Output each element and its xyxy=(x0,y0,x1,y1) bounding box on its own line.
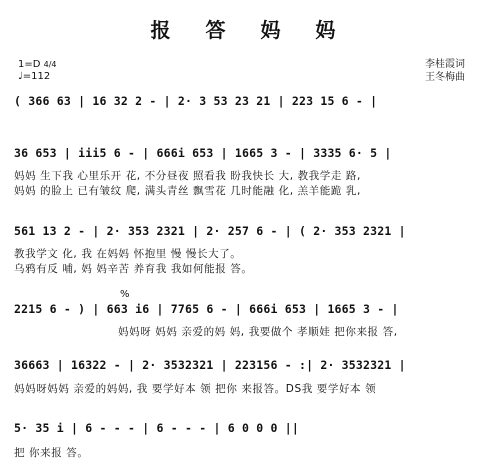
score-row-5-lyric: 妈妈呀妈妈 亲爱的妈妈, 我 要学好本 领 把你 来报答。DS我 要学好本 领 xyxy=(14,383,377,395)
score-row-3-notes: 561 13 2 - | 2· 353 2321 | 2· 257 6 - | ( 2· 353 2321 | xyxy=(14,224,406,238)
tempo-marking: ♩=112 xyxy=(18,71,51,82)
score-row-3-lyric-verse-1: 教我学文 化, 我 在妈妈 怀抱里 慢 慢长大了。 xyxy=(14,248,242,260)
composer-credit: 王冬梅曲 xyxy=(425,72,465,83)
time-signature: 4/4 xyxy=(43,60,57,69)
score-row-2-lyric-verse-1: 妈妈 生下我 心里乐开 花, 不分昼夜 照看我 盼我快长 大, 教我学走 路, xyxy=(14,170,361,182)
score-row-2-lyric-verse-2: 妈妈 的脸上 已有皱纹 爬, 满头青丝 飘雪花 几时能融 化, 羔羊能跪 乳, xyxy=(14,185,361,197)
score-row-4-notes: 2215 6 - ) | 663 i6 | 7765 6 - | 666i 653 | 1665 3 - | xyxy=(14,302,399,316)
score-row-6-notes: 5· 35 i | 6 - - - | 6 - - - | 6 0 0 0 || xyxy=(14,421,299,435)
score-row-4-lyric: 妈妈呀 妈妈 亲爱的妈 妈, 我要做个 孝顺娃 把你来报 答, xyxy=(118,326,398,338)
score-row-5-notes: 36663 | 16322 - | 2· 3532321 | 223156 - :| 2· 3532321 | xyxy=(14,358,406,372)
song-title: 报 答 妈 妈 xyxy=(150,18,350,42)
score-row-1-notes: ( 366 63 | 16 32 2 - | 2· 3 53 23 21 | 223 15 6 - | xyxy=(14,94,378,108)
lyricist-credit: 李桂霞词 xyxy=(425,59,465,70)
score-row-2-notes: 36 653 | iii5 6 - | 666i 653 | 1665 3 - | 3335 6· 5 | xyxy=(14,146,392,160)
key-label: 1=D xyxy=(18,59,41,70)
score-row-3-lyric-verse-2: 乌鸦有反 哺, 妈 妈辛苦 养育我 我如何能报 答。 xyxy=(14,263,253,275)
segno-sign: % xyxy=(120,289,130,300)
key-signature xyxy=(18,59,57,71)
score-row-6-lyric: 把 你来报 答。 xyxy=(14,447,89,459)
